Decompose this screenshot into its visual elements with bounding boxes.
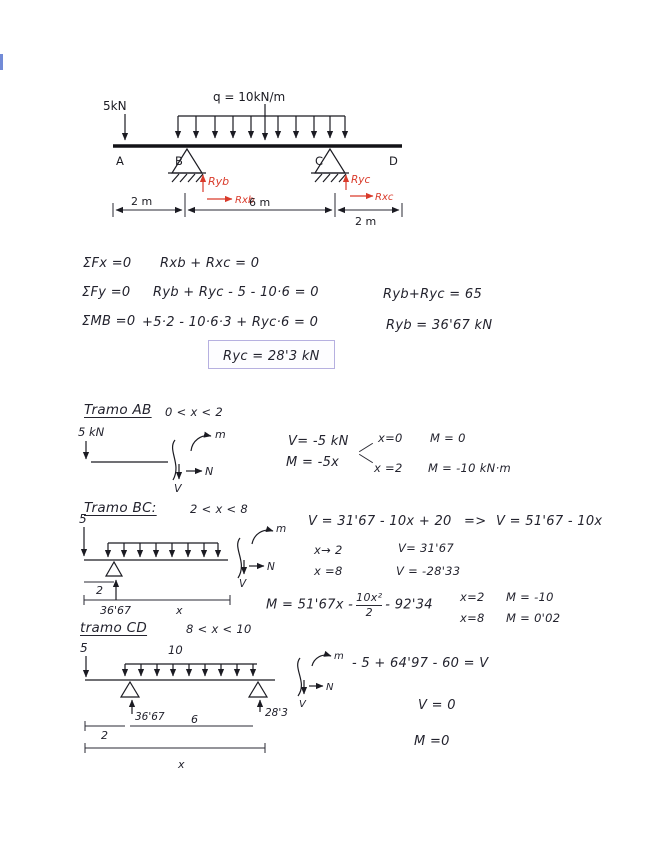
bc-distributed-load bbox=[108, 543, 218, 557]
bc-shear-case1-x: x→ 2 bbox=[314, 543, 343, 557]
case-fork-line bbox=[359, 454, 373, 463]
bc-shear-case2-x: x =8 bbox=[314, 564, 343, 578]
sum-fy-equation: Ryb + Ryc - 5 - 10·6 = 0 bbox=[153, 285, 319, 300]
distributed-load-arrows bbox=[178, 116, 345, 138]
reaction-ryb-label: Ryb bbox=[208, 175, 230, 188]
tramo-ab-free-body-diagram bbox=[78, 424, 243, 504]
ab-moment-equation: M = -5x bbox=[286, 455, 340, 470]
reaction-arrows-c bbox=[346, 174, 394, 203]
sum-fx-label: ΣFx =0 bbox=[83, 256, 132, 271]
ab-moment-arc bbox=[191, 436, 211, 451]
beam-diagram bbox=[75, 86, 443, 236]
dim-ab-label: 2 m bbox=[131, 195, 153, 208]
cd-load-label: 5 bbox=[80, 641, 88, 655]
ab-case1-value: M = 0 bbox=[430, 431, 466, 445]
tramo-cd-cut-symbol bbox=[286, 650, 348, 712]
cd-reaction-b-label: 36'67 bbox=[135, 711, 165, 723]
reaction-ryc-label: Ryc bbox=[351, 174, 371, 186]
ab-cut-symbol bbox=[173, 440, 176, 480]
cd-x-label: x bbox=[178, 758, 185, 771]
tramo-ab-title: Tramo AB bbox=[84, 402, 152, 418]
cd-support-b-icon bbox=[121, 682, 139, 697]
case-fork-line bbox=[359, 443, 373, 452]
reaction-rxc-label: Rxc bbox=[375, 192, 394, 203]
cd-axial-label: N bbox=[326, 682, 334, 693]
cd-x-dimension bbox=[85, 743, 265, 753]
ab-shear-label: V bbox=[174, 482, 182, 495]
bc-shear-eq-simplified: V = 51'67 - 10x bbox=[496, 514, 603, 529]
bc-moment-arc bbox=[252, 530, 273, 544]
cd-distributed-load bbox=[125, 664, 257, 676]
blue-pen-artifact bbox=[0, 54, 7, 70]
cd-moment-result: M =0 bbox=[414, 734, 450, 749]
cd-dim-6-label: 6 bbox=[191, 713, 198, 726]
bc-load-label: 5 bbox=[79, 512, 87, 526]
bc-frac-denominator: 2 bbox=[365, 605, 373, 619]
cd-cut-curve bbox=[298, 658, 302, 696]
bc-support-icon bbox=[106, 562, 122, 576]
bc-reaction-label: 36'67 bbox=[100, 604, 132, 617]
cd-dim-lines bbox=[85, 721, 253, 731]
tramo-ab-range: 0 < x < 2 bbox=[165, 405, 224, 419]
cd-dim-2-label: 2 bbox=[101, 729, 108, 742]
bc-dim-label: 2 bbox=[96, 584, 103, 597]
bc-shear-label: V bbox=[239, 578, 247, 590]
tramo-bc-free-body-diagram bbox=[78, 512, 293, 624]
dim-cd-label: 2 m bbox=[355, 215, 377, 228]
cd-dist-load-label: 10 bbox=[168, 643, 183, 657]
ab-axial-label: N bbox=[205, 465, 214, 478]
tramo-cd-title: tramo CD bbox=[80, 620, 148, 636]
bc-cut-symbol bbox=[238, 538, 242, 578]
cd-moment-arc bbox=[312, 655, 331, 666]
bc-frac-numerator: 10x² bbox=[356, 591, 383, 604]
support-b-icon bbox=[168, 149, 206, 182]
bc-moment-case2-value: M = 0'02 bbox=[506, 611, 561, 625]
dim-bc-label: 6 m bbox=[249, 196, 271, 209]
bc-implies-symbol: => bbox=[464, 514, 487, 529]
bc-moment-equation bbox=[266, 592, 433, 618]
bc-moment-label: m bbox=[276, 523, 287, 535]
sum-mb-result: Ryb = 36'67 kN bbox=[386, 318, 493, 333]
sum-mb-label: ΣMB =0 bbox=[82, 314, 136, 329]
node-c-label: C bbox=[315, 154, 324, 168]
bc-moment-fraction bbox=[356, 592, 382, 618]
cd-support-c-icon bbox=[249, 682, 267, 697]
boxed-result bbox=[208, 340, 335, 369]
dist-load-label: q = 10kN/m bbox=[213, 90, 286, 104]
reaction-rxb-label: Rxb bbox=[235, 195, 255, 206]
ab-case2-value: M = -10 kN·m bbox=[428, 461, 512, 475]
bc-moment-case1-x: x=2 bbox=[460, 590, 485, 604]
bc-moment-case1-value: M = -10 bbox=[506, 590, 554, 604]
reaction-arrows-b bbox=[203, 175, 254, 206]
tramo-bc-title: Tramo BC: bbox=[84, 500, 157, 516]
bc-x-label: x bbox=[176, 604, 183, 617]
tramo-cd-range: 8 < x < 10 bbox=[186, 622, 252, 636]
cd-reaction-c-label: 28'3 bbox=[265, 707, 288, 719]
ab-moment-label: m bbox=[215, 428, 226, 441]
node-b-label: B bbox=[175, 154, 183, 168]
bc-axial-label: N bbox=[267, 561, 275, 573]
node-d-label: D bbox=[389, 154, 398, 168]
sum-mb-equation: +5·2 - 10·6·3 + Ryc·6 = 0 bbox=[142, 315, 319, 330]
bc-shear-case1-value: V= 31'67 bbox=[398, 541, 454, 555]
bc-moment-eq-pre: M = 51'67x - bbox=[266, 597, 354, 613]
sum-fy-result: Ryb+Ryc = 65 bbox=[383, 287, 483, 302]
node-a-label: A bbox=[116, 154, 124, 168]
bc-shear-case2-value: V = -28'33 bbox=[396, 564, 461, 578]
sum-fx-equation: Rxb + Rxc = 0 bbox=[160, 256, 260, 271]
bc-moment-case2-x: x=8 bbox=[460, 611, 485, 625]
cd-shear-result: V = 0 bbox=[418, 698, 456, 713]
sum-fy-label: ΣFy =0 bbox=[82, 285, 131, 300]
point-load-label: 5kN bbox=[103, 99, 127, 113]
bc-moment-eq-post: - 92'34 bbox=[385, 597, 433, 613]
cd-shear-equation: - 5 + 64'97 - 60 = V bbox=[352, 656, 489, 671]
ab-case2-x: x =2 bbox=[374, 461, 403, 475]
bc-shear-equation: V = 31'67 - 10x + 20 bbox=[308, 514, 452, 529]
tramo-bc-range: 2 < x < 8 bbox=[190, 502, 249, 516]
ab-case1-x: x=0 bbox=[378, 431, 403, 445]
cd-shear-label: V bbox=[299, 699, 306, 710]
boxed-result-text: Ryc = 28'3 kN bbox=[223, 349, 320, 364]
cd-moment-label: m bbox=[334, 651, 344, 662]
ab-shear-equation: V= -5 kN bbox=[288, 434, 349, 449]
ab-load-label: 5 kN bbox=[78, 425, 105, 439]
